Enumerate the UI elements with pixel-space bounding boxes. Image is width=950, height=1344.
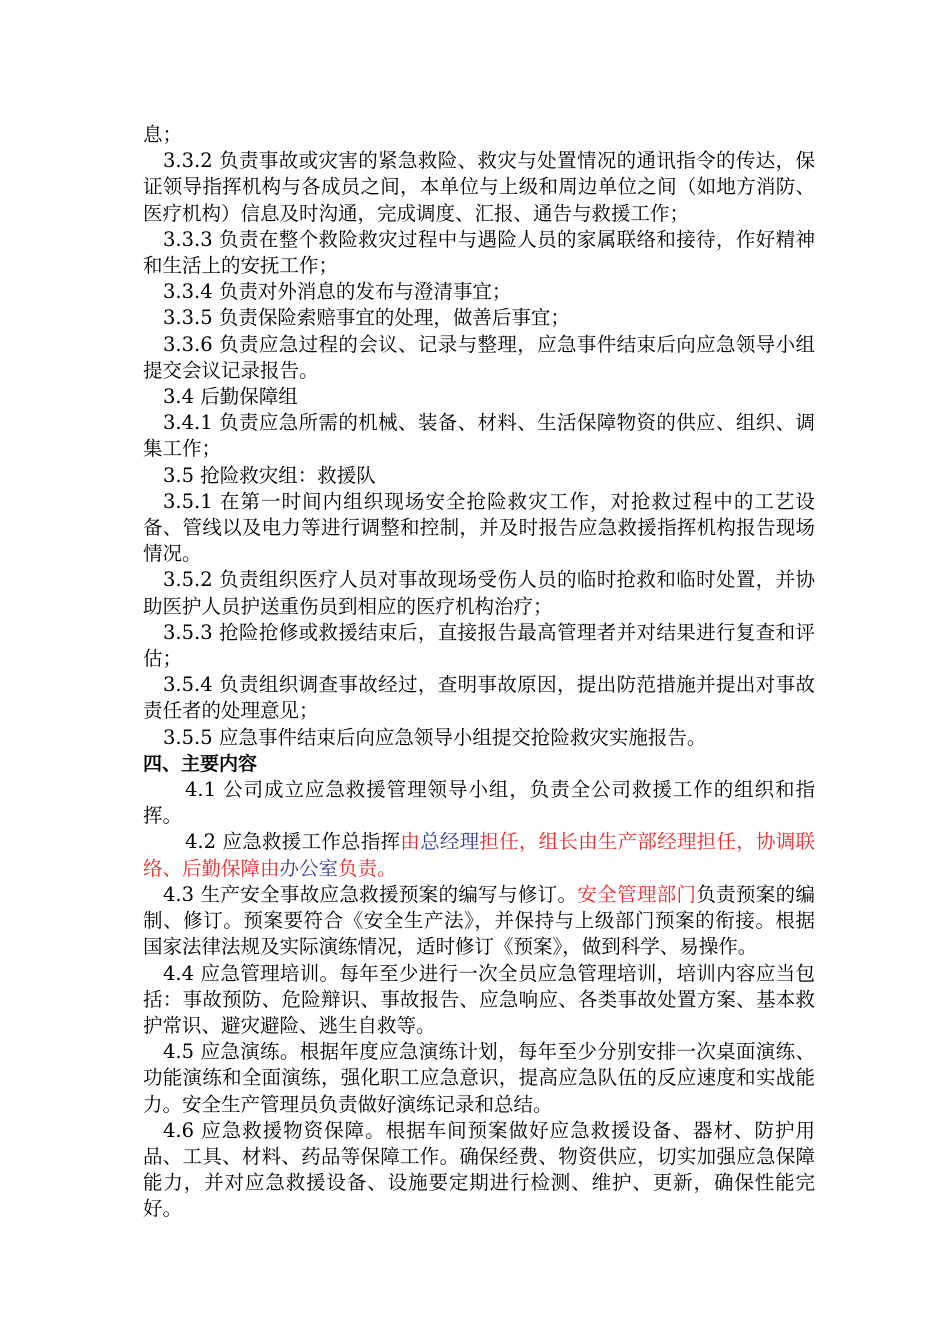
paragraph-4-2-you: 由: [400, 830, 421, 854]
section-heading-4: 四、主要内容: [143, 752, 258, 775]
paragraph-3-3-2: 3.3.2 负责事故或灾害的紧急救险、救灾与处置情况的通讯指令的传达，保证领导指挥机构与各成员之间，本单位与上级和周边单位之间（如地方消防、医疗机构）信息及时沟通，完成调度、汇报、通告与救援工作；: [143, 149, 815, 225]
paragraph-3-5-2: 3.5.2 负责组织医疗人员对事故现场受伤人员的临时抢救和临时处置，并协助医护人员护送重伤员到相应的医疗机构治疗；: [143, 568, 815, 618]
paragraph-4-2-responsibility: 担任，组长由生产部经理担任，协调联络、后勤保障由: [143, 830, 815, 880]
paragraph-4-2-office: 办公室: [279, 856, 339, 880]
paragraph-3-5-4: 3.5.4 负责组织调查事故经过，查明事故原因，提出防范措施并提出对事故责任者的处理意见；: [143, 673, 815, 723]
paragraph-continuation: 息；: [143, 123, 183, 146]
paragraph-4-3-lead: 4.3 生产安全事故应急救援预案的编写与修订。: [163, 882, 578, 906]
paragraph-4-2-tail: 负责。: [338, 856, 397, 880]
paragraph-3-5-1: 3.5.1 在第一时间内组织现场安全抢险救灾工作，对抢救过程中的工艺设备、管线以及电力等进行调整和控制，并及时报告应急救援指挥机构报告现场情况。: [143, 489, 815, 566]
paragraph-4-4: 4.4 应急管理培训。每年至少进行一次全员应急管理培训，培训内容应当包括：事故预防、危险辩识、事故报告、应急响应、各类事故处置方案、基本救护常识、避灾避险、逃生自救等。: [143, 961, 815, 1037]
paragraph-4-2-lead: 4.2 应急救援工作总指挥: [185, 830, 401, 854]
paragraph-4-2: [143, 829, 815, 881]
paragraph-4-3-rest: 负责预案的编制、修订。预案要符合《安全生产法》，并保持与上级部门预案的衔接。根据国家法律法规及实际演练情况，适时修订《预案》，做到科学、易操作。: [143, 882, 815, 959]
paragraph-4-2-general-manager: 总经理: [420, 830, 480, 854]
document-page: [143, 122, 815, 1223]
paragraph-3-5: 3.5 抢险救灾组：救援队: [163, 463, 376, 487]
paragraph-3-4-1: 3.4.1 负责应急所需的机械、装备、材料、生活保障物资的供应、组织、调集工作；: [143, 411, 815, 461]
paragraph-3-5-3: 3.5.3 抢险抢修或救援结束后，直接报告最高管理者并对结果进行复查和评估；: [143, 620, 815, 671]
paragraph-3-3-6: 3.3.6 负责应急过程的会议、记录与整理，应急事件结束后向应急领导小组提交会议记录报告。: [143, 332, 815, 382]
paragraph-3-3-4: 3.3.4 负责对外消息的发布与澄清事宜；: [163, 280, 512, 304]
paragraph-4-6: 4.6 应急救援物资保障。根据车间预案做好应急救援设备、器材、防护用品、工具、材料、药品等保障工作。确保经费、物资供应，切实加强应急保障能力，并对应急救援设备、设施要定期进行检测、维护、更新，确保性能完好。: [143, 1118, 815, 1221]
paragraph-4-1: 4.1 公司成立应急救援管理领导小组，负责全公司救援工作的组织和指挥。: [143, 778, 815, 828]
paragraph-3-3-5: 3.3.5 负责保险索赔事宜的处理，做善后事宜；: [163, 306, 570, 330]
paragraph-3-5-5: 3.5.5 应急事件结束后向应急领导小组提交抢险救灾实施报告。: [163, 725, 707, 749]
paragraph-4-3: [143, 882, 815, 961]
paragraph-3-3-3: 3.3.3 负责在整个救险救灾过程中与遇险人员的家属联络和接待，作好精神和生活上的安抚工作；: [143, 227, 815, 278]
paragraph-3-4: 3.4 后勤保障组: [163, 385, 298, 409]
paragraph-4-5: 4.5 应急演练。根据年度应急演练计划，每年至少分别安排一次桌面演练、功能演练和全面演练，强化职工应急意识，提高应急队伍的反应速度和实战能力。安全生产管理员负责做好演练记录和总结。: [143, 1040, 815, 1116]
paragraph-4-3-safety-dept: 安全管理部门: [577, 882, 697, 906]
